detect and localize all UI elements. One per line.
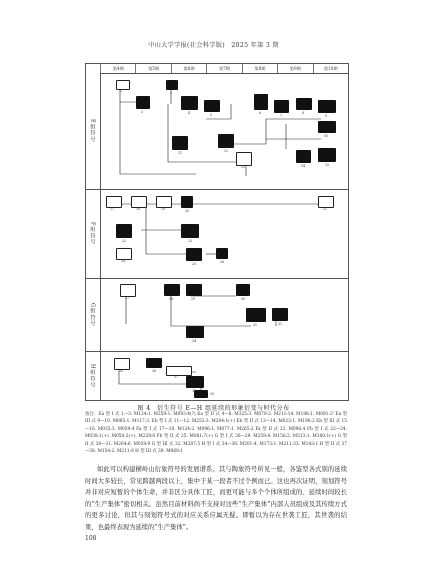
sign-image xyxy=(296,150,311,163)
sign-number: 14 xyxy=(301,164,306,168)
sign-image xyxy=(186,248,202,261)
group-f-label: F组符号 xyxy=(89,222,96,246)
sign-number: 23 xyxy=(188,239,193,243)
sign-number: 1 xyxy=(120,89,123,93)
sign-image xyxy=(116,80,130,90)
sign-number: 37 xyxy=(174,375,179,379)
period-8: 第8期 xyxy=(242,64,277,73)
sign-number: 15 xyxy=(325,163,330,167)
sign-image xyxy=(164,284,180,296)
sign-number: 29 xyxy=(191,297,196,301)
group-e-label: E组符号 xyxy=(89,119,96,143)
sign-image xyxy=(272,308,288,321)
sign-number: 36 xyxy=(152,369,157,373)
sign-image xyxy=(236,284,250,296)
sign-number: 7 xyxy=(280,114,283,118)
sign-number: 24 xyxy=(121,259,126,263)
sign-image xyxy=(146,358,162,368)
sign-number: 18 xyxy=(136,207,141,211)
sign-number: 31 xyxy=(253,323,258,327)
sign-image xyxy=(318,148,336,162)
sign-image xyxy=(166,366,192,376)
period-9: 第9期 xyxy=(277,64,312,73)
sign-image xyxy=(274,100,289,113)
sign-number: 9 xyxy=(325,114,328,118)
group-g-label: G组符号 xyxy=(89,303,96,327)
period-6: 第6期 xyxy=(171,64,206,73)
sign-number: 26 xyxy=(220,260,225,264)
sign-number: 10 xyxy=(324,134,329,138)
figure-4 xyxy=(85,63,349,401)
sign-number: 5 xyxy=(210,113,213,117)
sign-image xyxy=(318,121,336,133)
period-7: 第7期 xyxy=(206,64,241,73)
sign-number: 25 xyxy=(192,262,197,266)
sign-image xyxy=(318,100,336,113)
sign-image xyxy=(194,390,208,398)
sign-image xyxy=(186,284,202,296)
sign-number: 39 xyxy=(210,392,215,396)
sign-image xyxy=(236,152,252,166)
sign-number: 32 xyxy=(278,322,283,326)
sign-image xyxy=(172,136,188,150)
figure-caption: 图 4 衍生符号 E—H 组延续的形象衍变与时代分布 xyxy=(137,405,290,412)
sign-image xyxy=(254,94,268,110)
sign-number: 28 xyxy=(169,297,174,301)
sign-number: 30 xyxy=(241,297,246,301)
sign-image xyxy=(116,224,132,238)
sign-number: 35 xyxy=(119,369,124,373)
sign-number: 21 xyxy=(323,207,328,211)
period-5: 第5期 xyxy=(135,64,170,73)
sign-image xyxy=(136,96,150,109)
sign-image xyxy=(186,326,204,338)
sign-image xyxy=(246,308,266,322)
body-paragraph: 如此可以构建横岭山衍象符号的发展谱系。其与陶象符号所见一般，各鉴型各式别的延续时间大多较长，常见跨越两段以上，集中于某一段者不过个例而已。这也再次证明，刻划符号并非对应短暂的个体生命，并非区分具体工匠，而更可能与多个个体所组成的、延续时间较长的“生产集体”密切相关。虽然目前材料尚不支持对这些“生产集体”内部人员组成及其传续方式的更多讨论，但其与刻划符号式的对应关系应属无疑。即暂以为存在世袭工匠，其世袭的结果，也最终表现为延续的“生产集体”。 xyxy=(85,466,347,531)
sign-image xyxy=(296,98,312,110)
sign-number: 3 xyxy=(141,110,144,114)
sign-number: 20 xyxy=(185,209,190,213)
sign-number: 2 xyxy=(170,91,173,95)
sign-number: 13 xyxy=(241,165,246,169)
sign-image xyxy=(181,224,199,238)
sign-image xyxy=(186,376,204,388)
group-h-label: H组符号 xyxy=(89,363,96,389)
sign-image xyxy=(166,80,178,90)
period-4: 第4期 xyxy=(100,64,135,73)
figure-note: 备注：Ea 型 I 式 1—3. M124:1. M259:1. M093:4(?) Ea 型 II 式 4—8. M325:3. M079:2. M211:14. M198:1. M091:3' Ea 型 III 式 9—10. M085:1. M117:3. Eb 型 I 式 11—12. M252:3. M204:1(+) Eb 型 II 式 13—14. M023:1. M196:2 Eb 型 III 式 15—16. M035:3. M059:4 Fa 型 I 式 17—20. M124:2. M096:1. M077:1. M265:2 Fa 型 II 式 21. M096:4 Fb 型 I 式 22—24. M038:1(+). M050:2(+). M229:6 Fb 型 II 式 25. M081:7(+) G 型 I 式 26—29. M259:4. M156:2. M313:1. M160:1(+) G 型 II 式 30—31. M264:6. M059:9 G 型 III 式 32. M287:5 H 型 I 式 34—36. M201:4. M173:1. M211:33. M143:1 H 型 II 式 37—38. M154:2. M211:9 H 型 III 式 39. M068:1 xyxy=(85,412,347,455)
sign-number: 34 xyxy=(192,339,197,343)
sign-image xyxy=(218,134,234,148)
sign-image xyxy=(204,100,220,112)
sign-number: 38 xyxy=(192,389,197,393)
sign-number: 22 xyxy=(122,239,127,243)
running-header: 中山大学学报(社会科学版) 2025 年第 3 期 xyxy=(148,42,279,49)
sign-image xyxy=(181,96,198,110)
sign-number: 11 xyxy=(178,151,183,155)
sign-number: 6 xyxy=(259,111,262,115)
sign-number: 8 xyxy=(302,111,305,115)
sign-number: 12 xyxy=(224,149,229,153)
period-10: 第10期 xyxy=(313,64,348,73)
sign-image xyxy=(216,248,228,259)
sign-number: 4 xyxy=(188,111,191,115)
sign-image xyxy=(181,196,193,208)
page-number: 108 xyxy=(85,535,97,542)
sign-number: 19 xyxy=(161,207,166,211)
sign-number: 17 xyxy=(110,207,115,211)
sign-number: 27 xyxy=(125,296,130,300)
